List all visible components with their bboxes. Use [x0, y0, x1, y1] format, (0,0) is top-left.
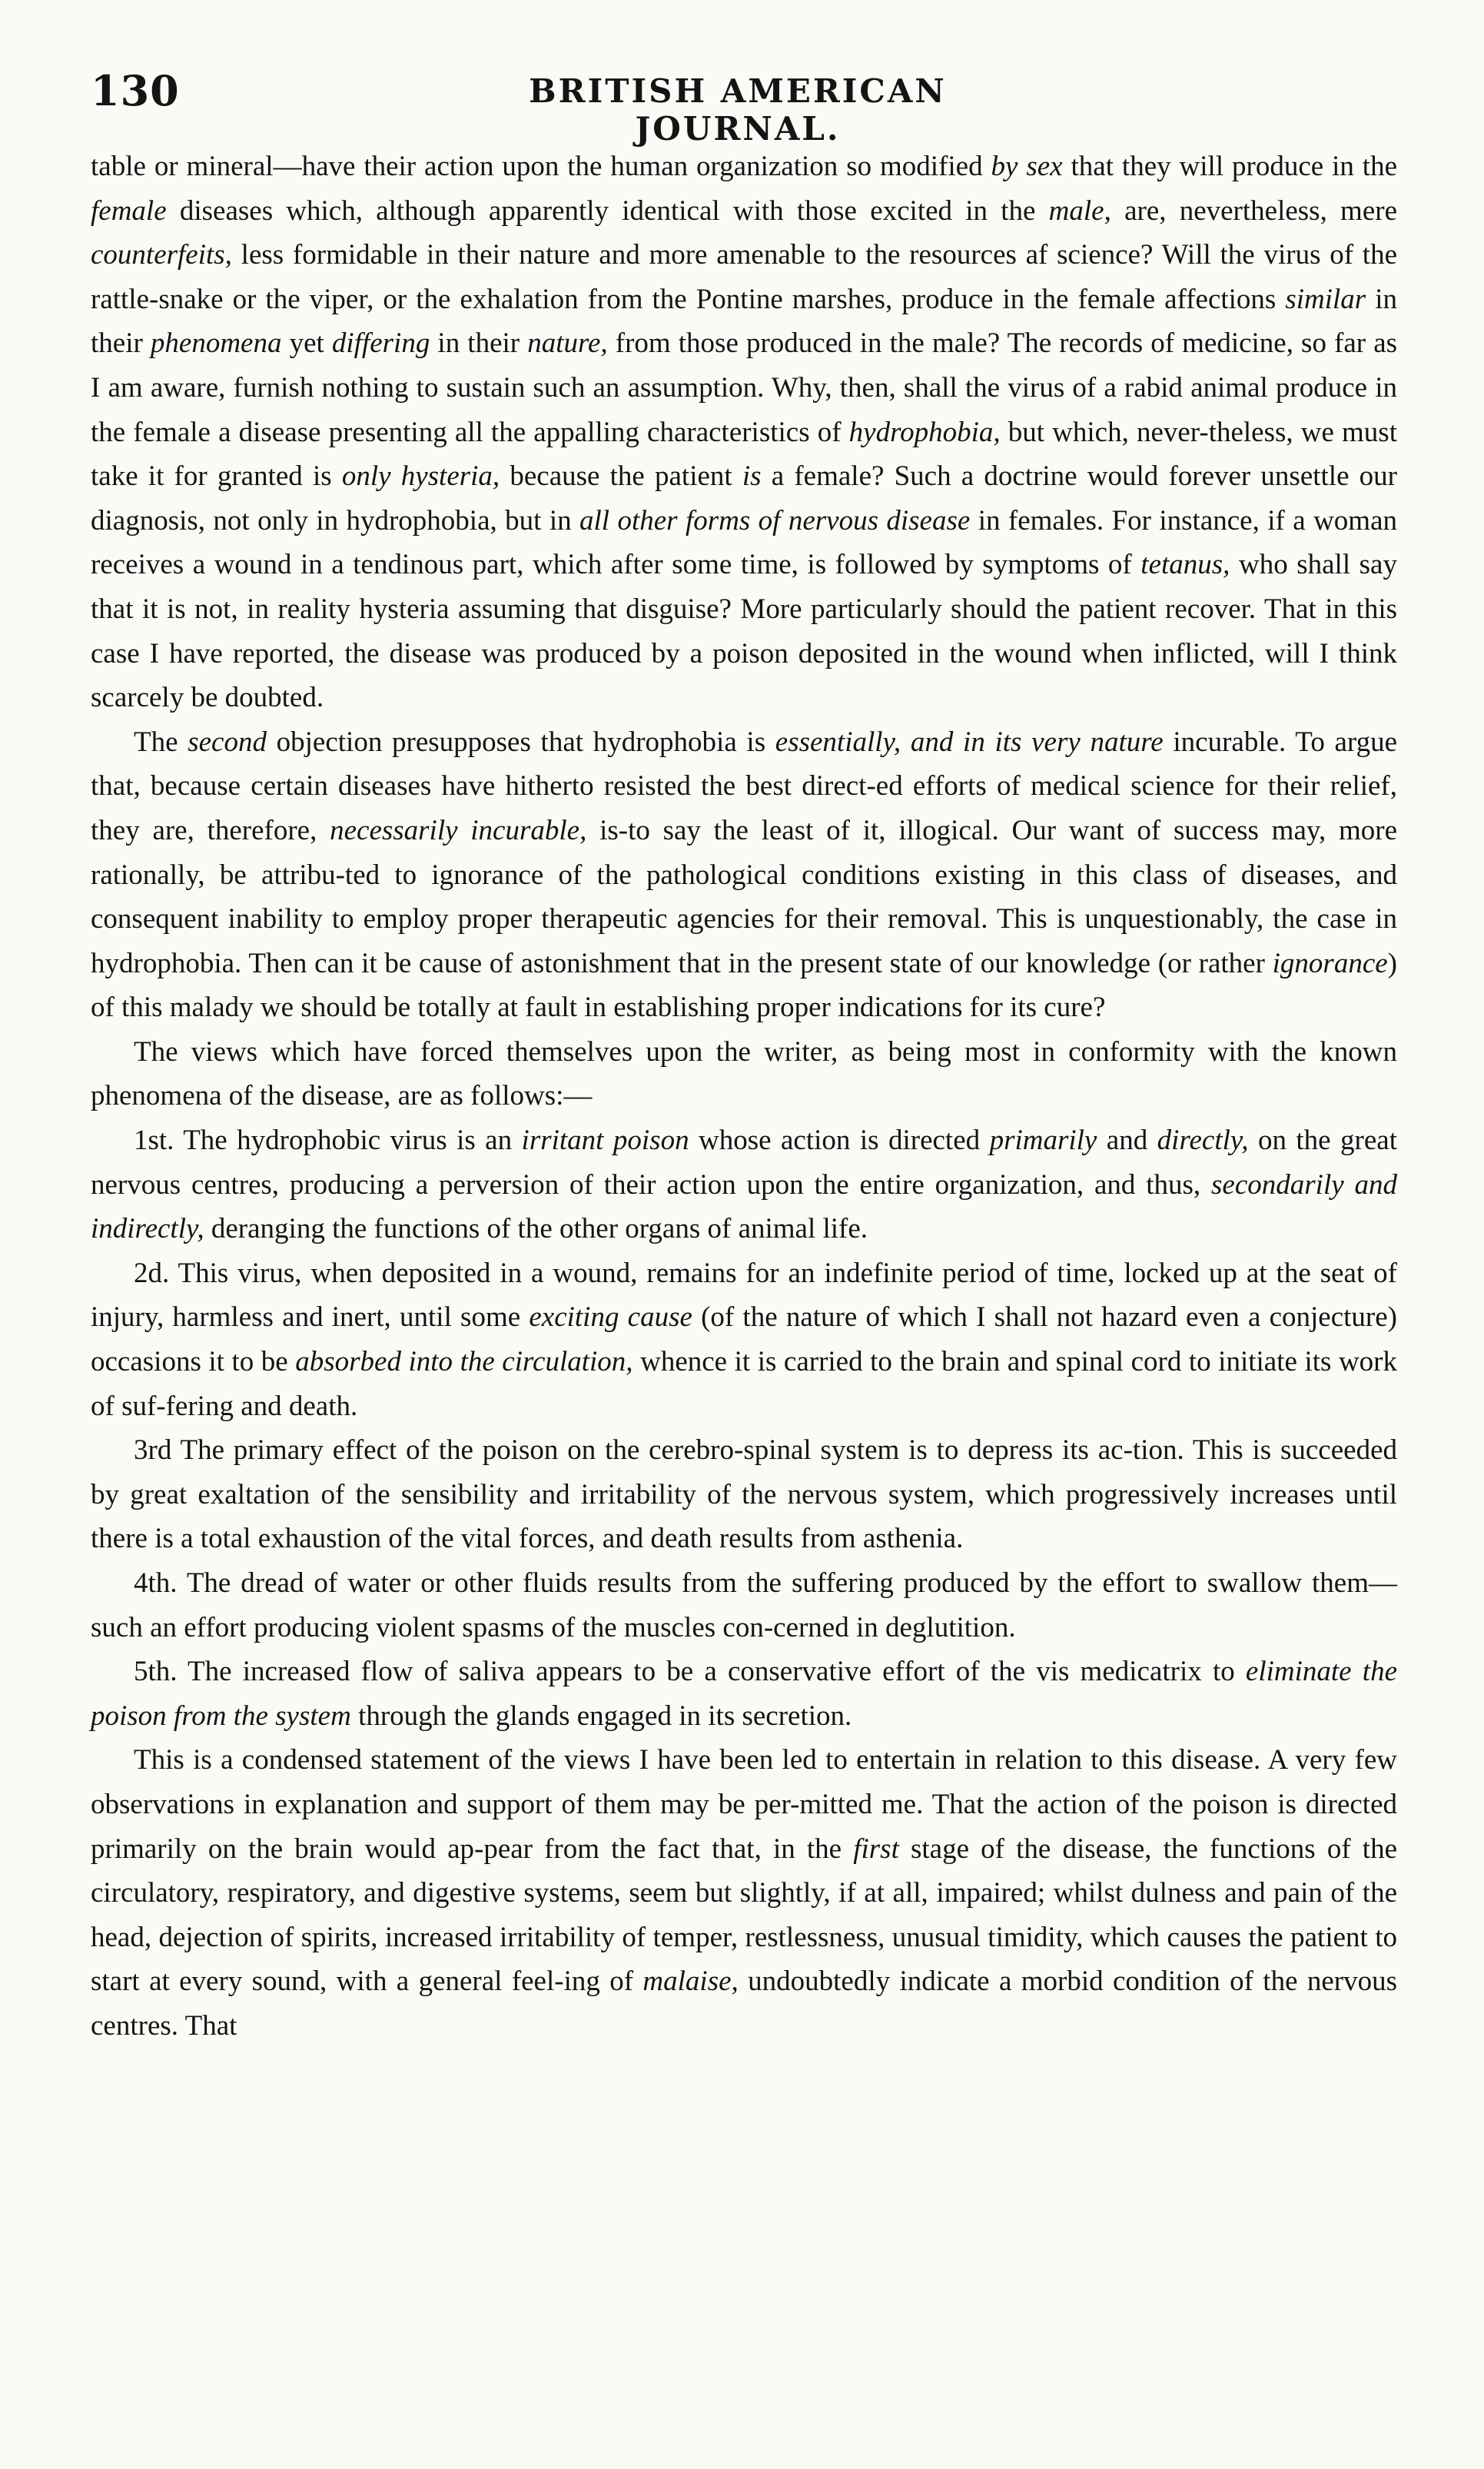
text-run: from those produced in the male? The records of medicine, so far as I am aware, furnish nothing to sustain such an assumption. Why, then, shall the virus of a rabid animal produce in the female a disease presenting all the appalling characteristics of: [91, 327, 1398, 448]
italic-run: differing: [331, 327, 430, 360]
article-body: [91, 145, 1397, 2049]
italic-run: necessarily incurable,: [330, 814, 587, 846]
text-run: because the patient: [500, 460, 742, 493]
text-run: less formidable in their nature and more amenable to the resources af science? Will the virus of the rattle-snake or the viper, or the exhalation from the Pontine marshes, produce in the female affections: [91, 239, 1397, 315]
paragraph: [91, 1428, 1397, 1561]
italic-run: counterfeits,: [91, 239, 232, 271]
italic-run: all other forms of nervous disease: [579, 504, 971, 537]
paragraph: [91, 145, 1397, 720]
text-run: incurable. To argue that, because certain diseases have hitherto resisted the best direct-ed efforts of medical science for their relief, they are, therefore,: [91, 726, 1398, 846]
text-run: whose action is directed: [689, 1125, 990, 1157]
text-run: a female? Such a doctrine would forever unsettle our diagnosis, not only in hydrophobia, but in: [91, 460, 1398, 537]
text-run: are, nevertheless, mere: [1111, 194, 1397, 227]
italic-run: eliminate the poison from the system: [91, 1656, 1397, 1732]
italic-run: absorbed into the circulation,: [295, 1346, 633, 1378]
text-run: The: [134, 726, 188, 758]
italic-run: second: [188, 726, 267, 758]
text-run: in their: [91, 283, 1397, 360]
text-run: whence it is carried to the brain and spinal cord to initiate its work of suf-fering and death.: [91, 1346, 1397, 1422]
text-run: in their: [430, 327, 528, 360]
italic-run: first: [853, 1833, 899, 1865]
text-run: This is a condensed statement of the views I have been led to entertain in relation to this disease. A very few observations in explanation and support of them may be per-mitted me. That the action of the poison is directed primarily on the brain would ap-pear from the fact that, in the: [91, 1744, 1397, 1865]
italic-run: irritant poison: [521, 1125, 689, 1157]
paragraph: [91, 1251, 1397, 1428]
text-run: ) of this malady we should be totally at fault in establishing proper indications for its cure?: [91, 947, 1397, 1024]
text-run: deranging the functions of the other organs of animal life.: [204, 1213, 868, 1245]
italic-run: essentially, and in its very nature: [775, 726, 1164, 758]
text-run: stage of the disease, the functions of the circulatory, respiratory, and digestive systems, seem but slightly, if at all, impaired; whilst dulness and pain of the head, dejection of spirits, increased irritability of temper, restlessness, unusual timidity, which causes the patient to start at every sound, with a general feel-ing of: [91, 1833, 1397, 1998]
text-run: (of the nature of which I shall not hazard even a conjecture) occasions it to be: [91, 1301, 1397, 1378]
text-run: 5th. The increased flow of saliva appears to be a conservative effort of the vis medicatrix to: [134, 1656, 1246, 1688]
text-run: undoubtedly indicate a morbid condition of the nervous centres. That: [91, 1966, 1397, 2042]
paragraph: [91, 720, 1397, 1030]
paragraph: [91, 1650, 1397, 1738]
paragraph: [91, 1561, 1397, 1650]
italic-run: by sex: [991, 151, 1063, 182]
page-number: 130: [91, 66, 180, 115]
paragraph: [91, 1030, 1397, 1118]
italic-run: primarily: [989, 1125, 1097, 1157]
text-run: yet: [281, 327, 332, 360]
text-run: is-to say the least of it, illogical. Our want of success may, more rationally, be attribu-ted to ignorance of the pathological conditions existing in this class of diseases, and consequent inability to employ proper therapeutic agencies for their removal. This is unquestionably, the case in hydrophobia. Then can it be cause of astonishment that in the present state of our knowledge (or rather: [91, 814, 1397, 979]
italic-run: phenomena: [150, 327, 282, 360]
italic-run: male,: [1048, 194, 1111, 227]
italic-run: nature,: [527, 327, 608, 360]
text-run: objection presupposes that hydrophobia is: [266, 726, 775, 758]
text-run: through the glands engaged in its secretion.: [350, 1700, 852, 1732]
text-run: diseases which, although apparently identical with those excited in the: [166, 194, 1049, 227]
italic-run: ignorance: [1272, 947, 1388, 979]
text-run: who shall say that it is not, in reality hysteria assuming that disguise? More particularly should the patient recover. That in this case I have reported, the disease was produced by a poison deposited in the wound when inflicted, will I think scarcely be doubted.: [91, 549, 1397, 714]
italic-run: tetanus,: [1140, 549, 1230, 581]
paragraph: [91, 1118, 1397, 1251]
running-head: BRITISH AMERICAN JOURNAL.: [529, 72, 947, 148]
italic-run: secondarily and indirectly,: [91, 1168, 1398, 1245]
italic-run: is: [742, 460, 762, 493]
paragraph: [91, 1738, 1397, 2048]
text-run: table or mineral—have their action upon the human organization so modified: [91, 151, 991, 182]
text-run: that they will produce in the: [1062, 151, 1397, 182]
text-run: 2d. This virus, when deposited in a wound, remains for an indefinite period of time, locked up at the seat of injury, harmless and inert, until some: [91, 1257, 1397, 1334]
text-run: 4th. The dread of water or other fluids results from the suffering produced by the effort to swallow them—such an effort producing violent spasms of the muscles con-cerned in deglutition.: [91, 1567, 1397, 1643]
text-run: in females. For instance, if a woman receives a wound in a tendinous part, which after some time, is followed by symptoms of: [91, 504, 1398, 581]
text-run: but which, never-theless, we must take it for granted is: [91, 416, 1397, 493]
italic-run: hydrophobia,: [848, 416, 1001, 448]
italic-run: malaise,: [642, 1966, 739, 1998]
text-run: on the great nervous centres, producing a perversion of their action upon the entire organization, and thus,: [91, 1125, 1397, 1201]
text-run: and: [1097, 1125, 1157, 1157]
text-run: The views which have forced themselves upon the writer, as being most in conformity with the known phenomena of the disease, are as follows:—: [91, 1035, 1397, 1112]
text-run: 1st. The hydrophobic virus is an: [134, 1125, 522, 1157]
italic-run: exciting cause: [529, 1301, 692, 1334]
italic-run: female: [91, 194, 167, 227]
italic-run: directly,: [1157, 1125, 1249, 1157]
italic-run: only hysteria,: [341, 460, 500, 493]
text-run: 3rd The primary effect of the poison on the cerebro-spinal system is to depress its ac-tion. This is succeeded by great exaltation of the sensibility and irritability of the nervous system, which progressively increases until there is a total exhaustion of the vital forces, and death results from asthenia.: [91, 1434, 1397, 1555]
italic-run: similar: [1285, 283, 1366, 315]
